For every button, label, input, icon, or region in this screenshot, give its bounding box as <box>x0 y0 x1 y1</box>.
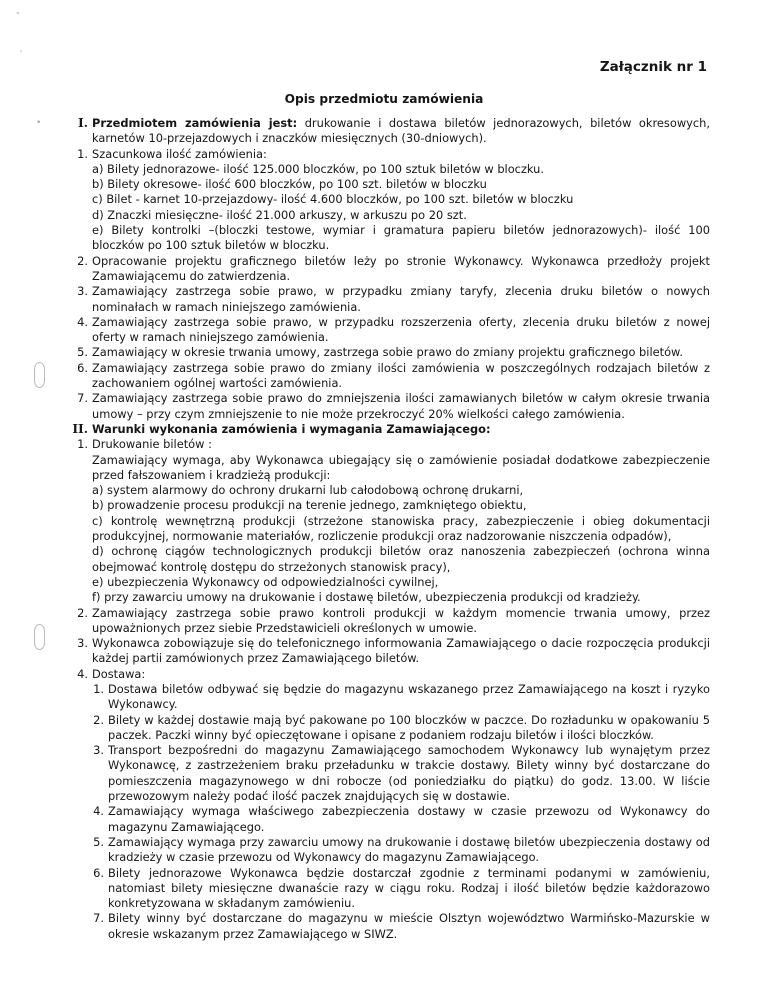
sublist-item <box>92 804 710 835</box>
annex-label: Załącznik nr 1 <box>599 59 707 75</box>
item-line: b) Bilety okresowe- ilość 600 bloczków, po 100 szt. biletów w bloczku <box>92 177 487 192</box>
item-line: e) ubezpieczenia Wykonawcy od odpowiedzialności cywilnej, <box>92 574 439 589</box>
document-body <box>60 116 710 942</box>
item-line: Opracowanie projektu graficznego biletów leży po stronie Wykonawcy. Wykonawca przedłoży projekt Zamawiającemu do zatwierdzenia. <box>92 253 710 283</box>
item-text <box>92 315 710 346</box>
item-number: 2. <box>77 605 88 620</box>
section-heading-text: drukowanie i dostawa biletów jednorazowych, biletów okresowych, karnetów 10-przejazdowych i znaczków miesięcznych (30-dniowych). <box>92 116 710 146</box>
list-item <box>60 284 710 315</box>
list-item <box>60 361 710 392</box>
section-number: II. <box>72 421 88 436</box>
section-1 <box>60 116 710 147</box>
list-item <box>60 667 710 682</box>
subitem-number: 1. <box>93 681 104 696</box>
item-number: 3. <box>77 284 88 299</box>
item-line: b) prowadzenie procesu produkcji na terenie jednego, zamkniętego obiektu, <box>92 498 527 513</box>
item-line: c) kontrolę wewnętrzną produkcji (strzeżone stanowiska pracy, zabezpieczenie i obieg dokumentacji produkcyjnej, normowanie materiałów, rozliczenie produkcji oraz nadzorowanie niszczenia odpadów), <box>92 513 710 544</box>
item-line: Dostawa: <box>92 666 146 681</box>
sublist <box>92 682 710 942</box>
subitem-text: Bilety jednorazowe Wykonawca będzie dostarczał zgodnie z terminami podanymi w zamówieniu, natomiast bilety miesięczne dwanaście razy w ciągu roku. Rodzaj i ilość biletów będzie każdorazowo konkretyzowana w składanym zamówieniu. <box>108 865 710 911</box>
item-text <box>92 254 710 285</box>
list-item <box>60 315 710 346</box>
sublist-item <box>92 682 710 713</box>
document-title: Opis przedmiotu zamówienia <box>284 92 484 106</box>
subitem-text: Zamawiający wymaga przy zawarciu umowy na drukowanie i dostawę biletów ubezpieczenia dostawy od kradzieży w czasie przewozu od Wykonawcy do magazynu Zamawiającego. <box>108 834 710 865</box>
sublist-item <box>92 911 710 942</box>
section-heading-bold: Przedmiotem zamówienia jest: <box>92 116 298 130</box>
list-item <box>60 636 710 667</box>
item-line: Zamawiający w okresie trwania umowy, zastrzega sobie prawo do zmiany projektu graficznego biletów. <box>92 345 683 360</box>
item-line: Zamawiający zastrzega sobie prawo kontroli produkcji w każdym momencie trwania umowy, przez upoważnionych przez siebie Przedstawicieli określonych w umowie. <box>92 605 710 635</box>
subitem-number: 5. <box>93 834 104 849</box>
item-line: d) ochronę ciągów technologicznych produkcji biletów oraz nanoszenia zabezpieczeń (ochrona winna obejmować kontrolę dostępu do strzeżonych stanowisk pracy), <box>92 544 710 574</box>
item-line: d) Znaczki miesięczne- ilość 21.000 arkuszy, w arkuszu po 20 szt. <box>92 207 467 222</box>
item-text <box>92 147 710 254</box>
item-line: Zamawiający zastrzega sobie prawo do zmiany ilości zamówienia w poszczególnych rodzajach biletów z zachowaniem ogólnej wartości zamówienia. <box>92 360 710 391</box>
item-line: c) Bilet - karnet 10-przejazdowy- ilość 4.600 bloczków, po 100 szt. biletów w bloczku <box>92 192 574 207</box>
item-line: Wykonawca zobowiązuje się do telefonicznego informowania Zamawiającego o dacie rozpoczęcia produkcji każdej partii zamówionych przez Zamawiającego biletów. <box>92 636 710 666</box>
item-line: Drukowanie biletów : <box>92 437 212 452</box>
subitem-text: Dostawa biletów odbywać się będzie do magazynu wskazanego przez Zamawiającego na koszt i ryzyko Wykonawcy. <box>108 681 710 712</box>
item-number: 1. <box>77 437 88 452</box>
item-number: 4. <box>77 666 88 681</box>
item-text <box>92 667 710 682</box>
item-number: 3. <box>77 636 88 651</box>
scan-speck: ' <box>20 49 23 58</box>
subitem-number: 6. <box>93 865 104 880</box>
subitem-text: Bilety winny być dostarczane do magazynu w mieście Olsztyn województwo Warmińsko-Mazurskie w okresie wskazanym przez Zamawiającego w SIWZ. <box>108 911 710 941</box>
item-line: e) Bilety kontrolki –(bloczki testowe, wymiar i gramatura papieru biletów jednorazowych)- ilość 100 bloczków po 100 sztuk biletów w bloczku. <box>92 223 710 253</box>
list-item <box>60 345 710 360</box>
item-line: Zamawiający zastrzega sobie prawo, w przypadku rozszerzenia oferty, zlecenia druku biletów z nowej oferty w ramach niniejszego zamówienia. <box>92 314 710 345</box>
item-line: f) przy zawarciu umowy na drukowanie i dostawę biletów, ubezpieczenia produkcji od kradzieży. <box>92 590 641 605</box>
list-item <box>60 147 710 254</box>
item-number: 2. <box>77 253 88 268</box>
item-line: a) system alarmowy do ochrony drukarni lub całodobową ochronę drukarni, <box>92 483 524 498</box>
item-text <box>92 606 710 637</box>
section-heading <box>92 422 710 437</box>
item-line: Zamawiający zastrzega sobie prawo, w przypadku zmiany taryfy, zlecenia druku biletów o nowych nominałach w ramach niniejszego zamówienia. <box>92 284 710 314</box>
section-number: I. <box>78 116 88 130</box>
sublist-item <box>92 713 710 744</box>
scan-artifact-bracket <box>34 624 45 650</box>
scan-speck: " <box>16 11 20 20</box>
item-line: a) Bilety jednorazowe- ilość 125.000 bloczków, po 100 sztuk biletów w bloczku. <box>92 161 545 176</box>
item-number: 6. <box>77 360 88 375</box>
list-item <box>60 391 710 422</box>
scan-speck: • <box>36 118 42 128</box>
subitem-number: 7. <box>93 911 104 926</box>
item-text <box>92 437 710 605</box>
scan-artifact-bracket <box>34 362 45 388</box>
item-text <box>92 345 710 360</box>
item-number: 4. <box>77 314 88 329</box>
item-text <box>92 391 710 422</box>
item-text <box>92 284 710 315</box>
item-text <box>92 636 710 667</box>
subitem-number: 2. <box>93 712 104 727</box>
item-line: Szacunkowa ilość zamówienia: <box>92 146 267 161</box>
sublist-item <box>92 835 710 866</box>
subitem-number: 4. <box>93 804 104 819</box>
section-heading <box>92 116 710 147</box>
section-heading-bold: Warunki wykonania zamówienia i wymagania Zamawiającego: <box>92 421 491 436</box>
subitem-text: Transport bezpośredni do magazynu Zamawiającego samochodem Wykonawcy lub wynajętym przez Wykonawcę, z zastrzeżeniem braku przeładunku w trakcie dostawy. Bilety winny być dostarczane do pomieszczenia magazynowego w dni robocze (od poniedziałku do piątku) do godz. 13.00. W liście przewozowym należy podać ilość paczek znajdujących się w dostawie. <box>108 743 710 804</box>
subitem-text: Bilety w każdej dostawie mają być pakowane po 100 bloczków w paczce. Do rozładunku w opakowaniu 5 paczek. Paczki winny być opieczętowane i opisane z podaniem rodzaju biletów i ilości bloczków. <box>108 712 710 742</box>
sublist-item <box>92 743 710 804</box>
item-number: 1. <box>77 146 88 161</box>
item-line: Zamawiający wymaga, aby Wykonawca ubiegający się o zamówienie posiadał dodatkowe zabezpieczenie przed fałszowaniem i kradzieżą produkcji: <box>92 452 710 482</box>
list-item <box>60 254 710 285</box>
item-number: 7. <box>77 391 88 406</box>
section-2 <box>60 422 710 437</box>
item-number: 5. <box>77 345 88 360</box>
subitem-text: Zamawiający wymaga właściwego zabezpieczenia dostawy w czasie przewozu od Wykonawcy do magazynu Zamawiającego. <box>108 804 710 834</box>
list-item <box>60 437 710 605</box>
item-line: Zamawiający zastrzega sobie prawo do zmniejszenia ilości zamawianych biletów w całym okresie trwania umowy – przy czym zmniejszenie to nie może przekroczyć 20% wielkości całego zamówienia. <box>92 391 710 421</box>
item-text <box>92 361 710 392</box>
list-item <box>60 606 710 637</box>
subitem-number: 3. <box>93 743 104 758</box>
sublist-item <box>92 866 710 912</box>
